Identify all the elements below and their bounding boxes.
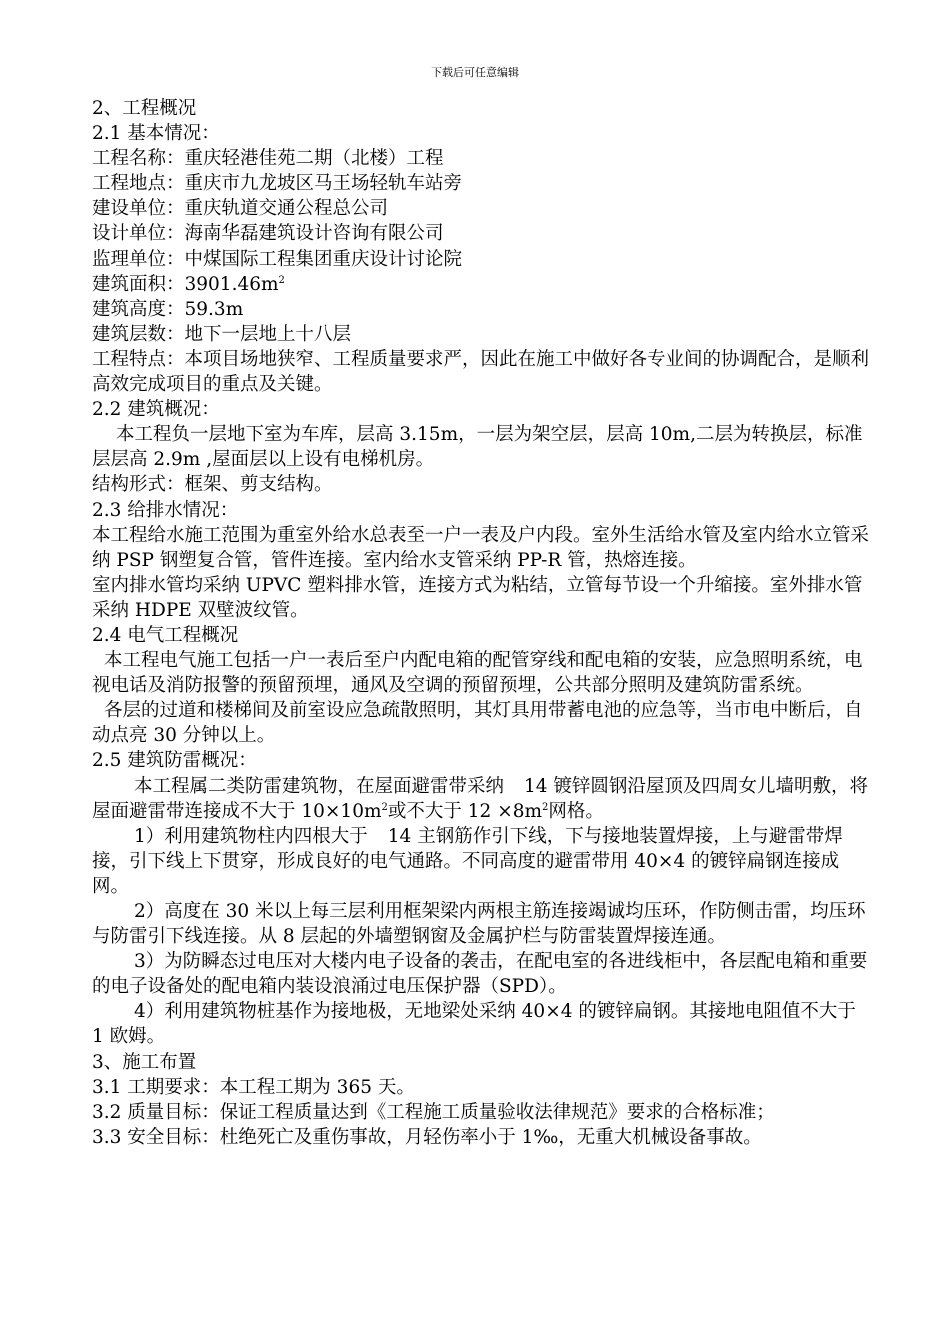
lightning-item-1-a: 1）利用建筑物柱内四根大于 — [134, 825, 368, 847]
safety-target: 3.3 安全目标：杜绝死亡及重伤事故，月轻伤率小于 1‰，无重大机械设备事故。 — [92, 1126, 762, 1148]
electrical-paragraph-1: 本工程电气施工包括一户一表后至户内配电箱的配管穿线和配电箱的安装，应急照明系统，电视电话及消防报警的预留预埋，通风及空调的预留预埋，公共部分照明及建筑防雷系统。 — [92, 650, 863, 697]
lightning-sup-1: 2 — [381, 801, 388, 813]
building-height: 建筑高度：59.3m — [92, 298, 244, 320]
section-2-1-heading: 2.1 基本情况： — [92, 123, 220, 145]
document-body — [92, 96, 872, 1150]
lightning-intro-d: 网格。 — [548, 800, 604, 822]
section-2-2-heading: 2.2 建筑概况： — [92, 399, 220, 421]
lightning-intro-b: 14 镀锌圆钢沿屋顶及四周女儿墙明敷，将屋面避雷带连接成不大于 10×10m — [92, 775, 868, 822]
building-area-text: 建筑面积：3901.46m — [92, 273, 279, 295]
lightning-intro-paragraph — [92, 774, 872, 824]
lightning-intro-c: 或不大于 12 ×8m — [387, 800, 543, 822]
lightning-item-1-b: 14 主钢筋作引下线，下与接地装置焊接，上与避雷带焊接，引下线上下贯穿，形成良好的电气通路。不同高度的避雷带用 40×4 的镀锌扁钢连接成网。 — [92, 825, 843, 897]
lightning-intro-a: 本工程属二类防雷建筑物，在屋面避雷带采纳 — [134, 775, 505, 797]
lightning-item-1 — [92, 824, 872, 899]
drainage-paragraph: 室内排水管均采纳 UPVC 塑料排水管，连接方式为粘结，立管每节设一个升缩接。室外排水管采纳 HDPE 双壁波纹管。 — [92, 574, 863, 621]
structure-type: 结构形式：框架、剪支结构。 — [92, 474, 333, 496]
architecture-description: 本工程负一层地下室为车库，层高 3.15m，一层为架空层，层高 10m,二层为转换层，标准层层高 2.9m ,屋面层以上设有电梯机房。 — [92, 424, 863, 471]
section-2-4-heading: 2.4 电气工程概况 — [92, 624, 239, 646]
supervision-unit: 监理单位：中煤国际工程集团重庆设计讨论院 — [92, 248, 463, 270]
water-supply-paragraph: 本工程给水施工范围为重室外给水总表至一户一表及户内段。室外生活给水管及室内给水立管采纳 PSP 钢塑复合管，管件连接。室内给水支管采纳 PP-R 管，热熔连接。 — [92, 524, 870, 571]
lightning-item-4: 4）利用建筑物桩基作为接地极，无地梁处采纳 40×4 的镀锌扁钢。其接地电阻值不大于 1 欧姆。 — [92, 1001, 856, 1048]
building-area-unit-sup: 2 — [278, 274, 285, 286]
building-area — [92, 272, 872, 297]
project-name: 工程名称：重庆轻港佳苑二期（北楼）工程 — [92, 148, 444, 170]
project-location: 工程地点：重庆市九龙坡区马王场轻轨车站旁 — [92, 173, 463, 195]
electrical-paragraph-2: 各层的过道和楼梯间及前室设应急疏散照明，其灯具用带蓄电池的应急等，当市电中断后，自动点亮 30 分钟以上。 — [92, 700, 863, 747]
project-features: 工程特点：本项目场地狭窄、工程质量要求严，因此在施工中做好各专业间的协调配合，是顺利高效完成项目的重点及关键。 — [92, 348, 870, 396]
construction-unit: 建设单位：重庆轨道交通公程总公司 — [92, 198, 389, 220]
section-2-heading: 2、工程概况 — [92, 98, 197, 119]
section-3-heading: 3、施工布置 — [92, 1051, 197, 1073]
building-floors: 建筑层数：地下一层地上十八层 — [92, 323, 352, 345]
section-2-5-heading: 2.5 建筑防雷概况： — [92, 750, 257, 772]
design-unit: 设计单位：海南华磊建筑设计咨询有限公司 — [92, 223, 444, 245]
lightning-sup-2: 2 — [542, 801, 549, 813]
page-header: 下载后可任意编辑 — [431, 66, 519, 79]
section-2-3-heading: 2.3 给排水情况： — [92, 499, 239, 521]
lightning-item-3: 3）为防瞬态过电压对大楼内电子设备的袭击，在配电室的各进线柜中，各层配电箱和重要的电子设备处的配电箱内装设浪涌过电压保护器（SPD）。 — [92, 951, 868, 998]
lightning-item-2: 2）高度在 30 米以上每三层利用框架梁内两根主筋连接竭诚均压环，作防侧击雷，均压环与防雷引下线连接。从 8 层起的外墙塑钢窗及金属护栏与防雷装置焊接连通。 — [92, 901, 866, 948]
quality-target: 3.2 质量目标：保证工程质量达到《工程施工质量验收法律规范》要求的合格标准； — [92, 1101, 775, 1123]
schedule-requirement: 3.1 工期要求：本工程工期为 365 天。 — [92, 1076, 415, 1098]
